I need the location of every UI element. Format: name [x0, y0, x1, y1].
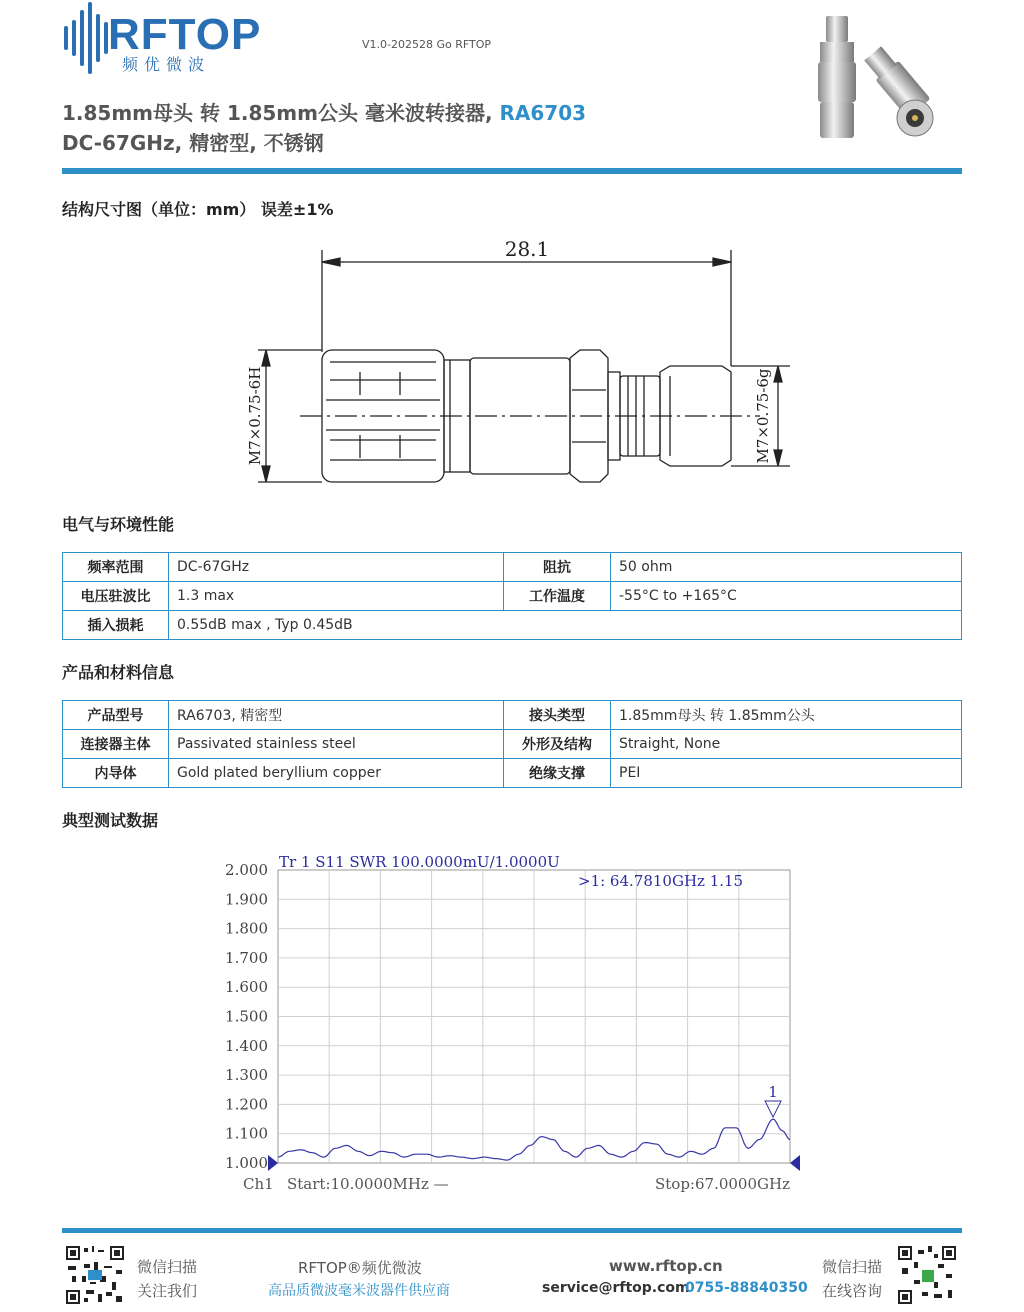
consult-label: 在线咨询 [822, 1282, 883, 1300]
table-value: 1.3 max [169, 582, 504, 611]
y-tick-label: 1.500 [225, 1007, 268, 1026]
left-thread-label: M7×0.75-6H [246, 366, 264, 466]
table-key: 外形及结构 [504, 730, 611, 759]
brand-subtitle: 频优微波 [122, 55, 211, 74]
table-row [63, 553, 962, 582]
table-value: RA6703, 精密型 [169, 701, 504, 730]
section-title-electrical: 电气与环境性能 [62, 515, 175, 534]
table-key: 插入损耗 [63, 611, 169, 640]
product-subtitle: DC-67GHz, 精密型, 不锈钢 [62, 131, 324, 155]
table-key: 电压驻波比 [63, 582, 169, 611]
table-key: 产品型号 [63, 701, 169, 730]
channel-label: Ch1 [243, 1175, 274, 1193]
table-value: 1.85mm母头 转 1.85mm公头 [611, 701, 962, 730]
table-key: 频率范围 [63, 553, 169, 582]
table-row [63, 701, 962, 730]
section-title-test: 典型测试数据 [62, 811, 159, 830]
marker-triangle-icon [765, 1101, 781, 1117]
qr-code-consult-icon [898, 1246, 956, 1304]
table-value: DC-67GHz [169, 553, 504, 582]
header-divider [62, 168, 962, 174]
y-tick-label: 2.000 [225, 861, 268, 879]
wechat-scan-label: 微信扫描 [137, 1258, 198, 1276]
table-value: 50 ohm [611, 553, 962, 582]
email-link[interactable]: service@rftop.com [542, 1280, 690, 1296]
product-photo [800, 10, 970, 145]
stop-label: Stop:67.0000GHz [655, 1175, 790, 1193]
vswr-chart [210, 848, 810, 1198]
right-thread-label: M7×0.75-6g [754, 368, 772, 464]
start-label: Start:10.0000MHz — [287, 1175, 449, 1193]
y-tick-label: 1.800 [225, 919, 268, 938]
product-title [62, 97, 586, 126]
left-reference-marker-icon [268, 1155, 278, 1171]
right-reference-marker-icon [790, 1155, 800, 1171]
wechat-scan-label-2: 微信扫描 [822, 1258, 883, 1276]
table-value: PEI [611, 759, 962, 788]
dimension-drawing [230, 230, 810, 500]
version-label: V1.0-202528 Go RFTOP [362, 38, 492, 51]
section-title-dimensions: 结构尺寸图（单位：mm） 误差±1% [62, 200, 334, 219]
company-slogan: 高品质微波毫米波器件供应商 [268, 1283, 450, 1299]
y-tick-label: 1.900 [225, 890, 268, 909]
product-table [62, 700, 962, 788]
follow-us-label: 关注我们 [137, 1282, 198, 1300]
table-row [63, 730, 962, 759]
table-key: 接头类型 [504, 701, 611, 730]
y-tick-label: 1.600 [225, 978, 268, 997]
table-key: 连接器主体 [63, 730, 169, 759]
table-key: 内导体 [63, 759, 169, 788]
electrical-table [62, 552, 962, 640]
y-tick-label: 1.200 [225, 1095, 268, 1114]
table-value: Straight, None [611, 730, 962, 759]
table-key: 绝缘支撑 [504, 759, 611, 788]
table-key: 阻抗 [504, 553, 611, 582]
y-tick-label: 1.700 [225, 948, 268, 967]
marker-1 [765, 1083, 781, 1117]
table-key: 工作温度 [504, 582, 611, 611]
section-title-product: 产品和材料信息 [62, 663, 175, 682]
y-tick-label: 1.400 [225, 1036, 268, 1055]
y-tick-label: 1.300 [225, 1066, 268, 1085]
trace-label: Tr 1 S11 SWR 100.0000mU/1.0000U [279, 853, 560, 871]
table-value: Passivated stainless steel [169, 730, 504, 759]
y-tick-label: 1.100 [225, 1124, 268, 1143]
chart-y-ticks [225, 861, 268, 1172]
title-text: 1.85mm母头 转 1.85mm公头 毫米波转接器, [62, 101, 500, 125]
brand-name: RFTOP [108, 10, 262, 59]
company-name: RFTOP®频优微波 [298, 1259, 422, 1277]
phone-number: 0755-88840350 [685, 1280, 808, 1296]
website-link[interactable]: www.rftop.cn [609, 1257, 723, 1275]
table-row [63, 759, 962, 788]
footer-divider [62, 1228, 962, 1233]
marker-readout: >1: 64.7810GHz 1.15 [578, 872, 744, 890]
table-value: 0.55dB max , Typ 0.45dB [169, 611, 962, 640]
y-tick-label: 1.000 [225, 1154, 268, 1172]
table-value: Gold plated beryllium copper [169, 759, 504, 788]
table-row [63, 582, 962, 611]
marker-number: 1 [768, 1083, 778, 1102]
part-number: RA6703 [499, 101, 587, 125]
qr-code-follow-icon [66, 1246, 124, 1304]
length-dimension: 28.1 [504, 237, 550, 261]
table-value: -55°C to +165°C [611, 582, 962, 611]
table-row [63, 611, 962, 640]
chart-grid [278, 870, 790, 1163]
